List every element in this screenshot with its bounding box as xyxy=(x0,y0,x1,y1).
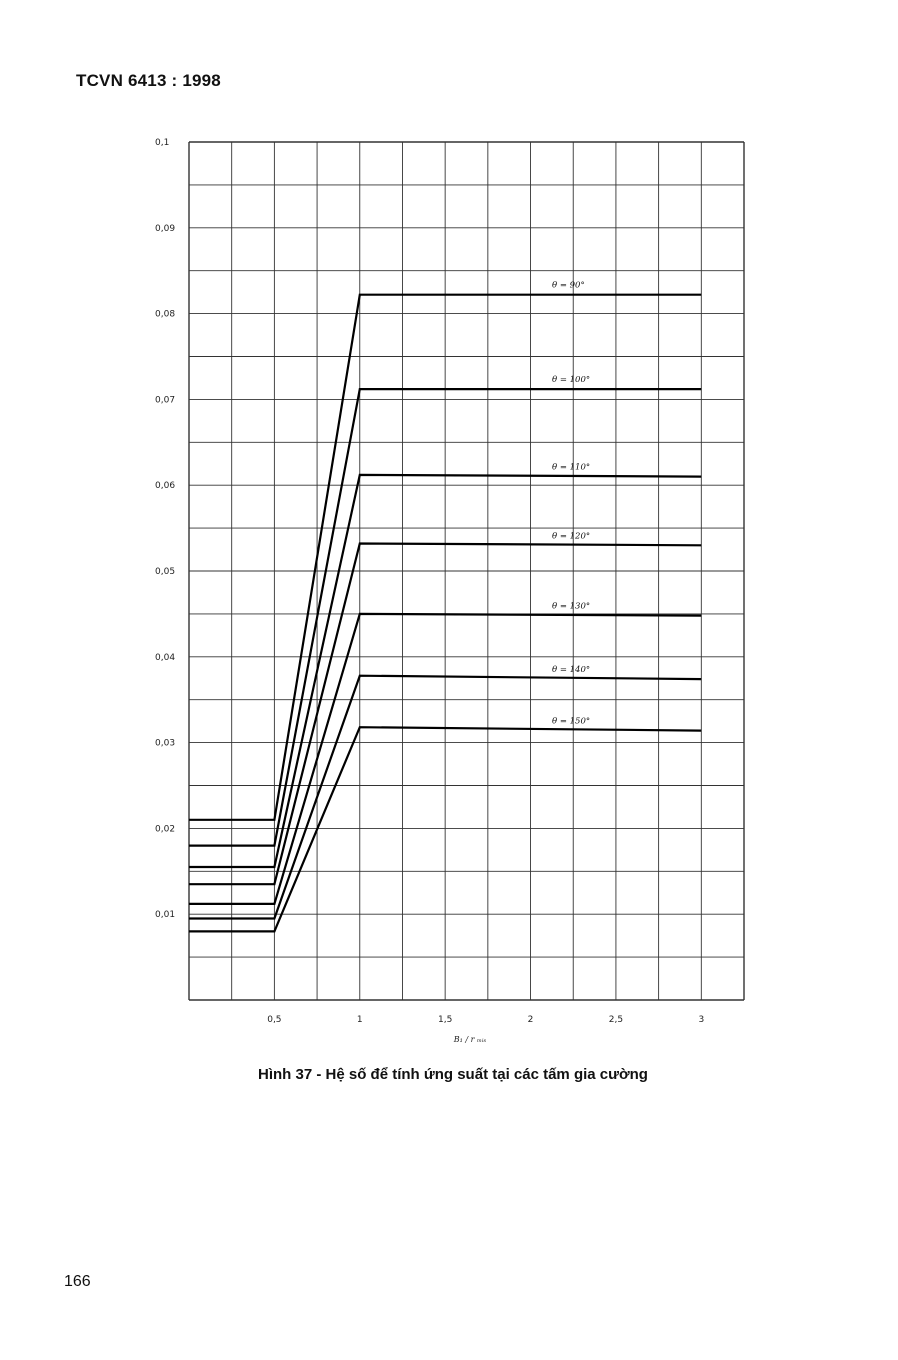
page-number: 166 xyxy=(64,1273,91,1290)
figure-caption xyxy=(0,1066,898,1083)
chart-grid xyxy=(189,142,744,1000)
curve-label: θ = 140° xyxy=(552,665,591,676)
y-tick-label: 0,05 xyxy=(155,567,176,577)
curve-label: θ = 150° xyxy=(552,716,591,727)
curve-label: θ = 120° xyxy=(552,531,591,542)
x-tick-label: 2 xyxy=(527,1015,534,1025)
figure-caption-text: Hình 37 - Hệ số để tính ứng suất tại các tấm gia cường xyxy=(258,1066,648,1083)
y-tick-label: 0,09 xyxy=(155,223,176,234)
x-axis-label: B₁ / r ₘᵢₛ xyxy=(453,1035,487,1044)
y-tick-label: 0,02 xyxy=(155,824,176,835)
curve-label: θ = 100° xyxy=(552,375,591,386)
x-tick-label: 3 xyxy=(698,1015,705,1025)
x-tick-label: 1,5 xyxy=(437,1015,453,1025)
standard-header: TCVN 6413 : 1998 xyxy=(76,71,221,90)
y-tick-label: 0,06 xyxy=(155,481,176,492)
x-tick-label: 0,5 xyxy=(267,1015,282,1025)
chart-curve-labels xyxy=(552,281,590,727)
y-tick-label: 0,07 xyxy=(155,395,176,406)
y-tick-label: 0,03 xyxy=(155,738,176,749)
x-tick-label: 2,5 xyxy=(608,1015,624,1025)
curve-label: θ = 110° xyxy=(552,462,591,473)
curve-label: θ = 90° xyxy=(552,280,585,291)
curve-label: θ = 130° xyxy=(552,601,591,612)
y-tick-label: 0,04 xyxy=(155,652,176,663)
x-tick-label: 1 xyxy=(356,1015,363,1025)
y-tick-label: 0,1 xyxy=(155,138,170,148)
y-tick-label: 0,08 xyxy=(155,309,176,320)
y-tick-label: 0,01 xyxy=(155,910,176,921)
